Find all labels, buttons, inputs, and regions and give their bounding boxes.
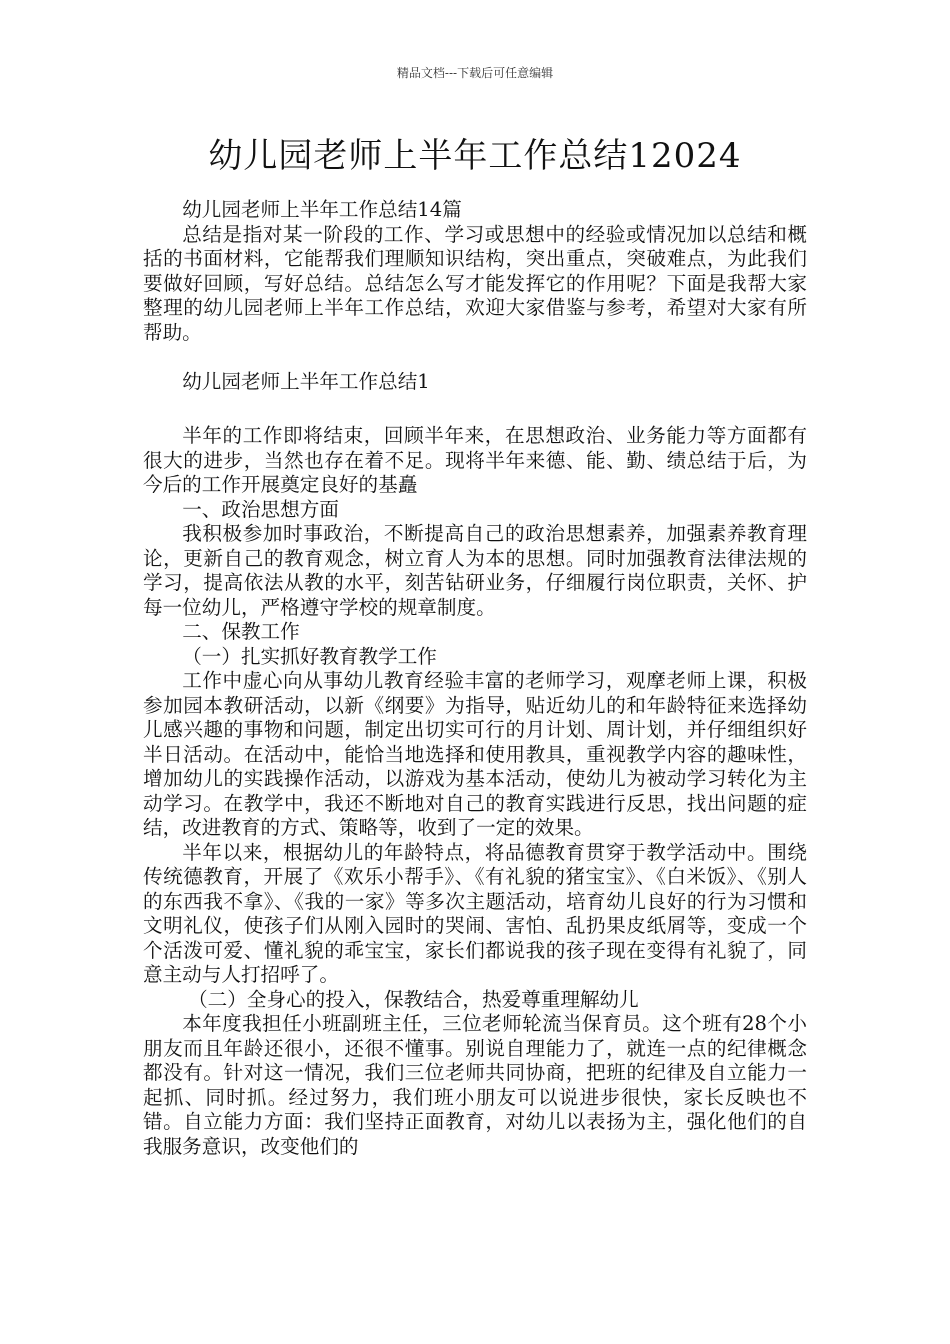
- document-body: [143, 198, 807, 1159]
- devotion-paragraph: 本年度我担任小班副班主任，三位老师轮流当保育员。这个班有28个小朋友而且年龄还很小，还很不懂事。别说自理能力了，就连一点的纪律概念都没有。针对这一情况，我们三位老师共同协商，把班的纪律及自立能力一起抓、同时抓。经过努力，我们班小朋友可以说进步很快，家长反映也不错。自立能力方面：我们坚持正面教育，对幼儿以表扬为主，强化他们的自我服务意识，改变他们的: [143, 1012, 807, 1158]
- opening-paragraph: 半年的工作即将结束，回顾半年来，在思想政治、业务能力等方面都有很大的进步，当然也存在着不足。现将半年来德、能、勤、绩总结于后，为今后的工作开展奠定良好的基矗: [143, 424, 807, 496]
- document-subtitle: 幼儿园老师上半年工作总结14篇: [182, 198, 462, 221]
- header-note: 精品文档---下载后可任意编辑: [396, 66, 554, 80]
- teaching-paragraph-1: 工作中虚心向从事幼儿教育经验丰富的老师学习，观摩老师上课，积极参加园本教研活动，以新《纲要》为指导，贴近幼儿的和年龄特征来选择幼儿感兴趣的事物和问题，制定出切实可行的月计划、周计划，并仔细组织好半日活动。在活动中，能恰当地选择和使用教具，重视教学内容的趣味性，增加幼儿的实践操作活动，以游戏为基本活动，使幼儿为被动学习转化为主动学习。在教学中，我还不断地对自己的教育实践进行反思，找出问题的症结，改进教育的方式、策略等，收到了一定的效果。: [143, 669, 807, 839]
- devotion-heading: （二）全身心的投入，保教结合，热爱尊重理解幼儿: [188, 987, 639, 1011]
- politics-paragraph: 我积极参加时事政治，不断提高自己的政治思想素养，加强素养教育理论，更新自己的教育观念，树立育人为本的思想。同时加强教育法律法规的学习，提高依法从教的水平，刻苦钻研业务，仔细履行岗位职责，关怀、护每一位幼儿，严格遵守学校的规章制度。: [143, 522, 807, 619]
- teaching-heading: （一）扎实抓好教育教学工作: [182, 644, 437, 668]
- section-heading: 幼儿园老师上半年工作总结1: [182, 369, 430, 393]
- care-heading: 二、保教工作: [182, 620, 300, 643]
- teaching-paragraph-2: 半年以来，根据幼儿的年龄特点，将品德教育贯穿于教学活动中。围绕传统德教育，开展了《欢乐小帮手》、《有礼貌的猪宝宝》、《白米饭》、《别人的东西我不拿》、《我的一家》等多次主题活动，培育幼儿良好的行为习惯和文明礼仪，使孩子们从刚入园时的哭闹、害怕、乱扔果皮纸屑等，变成一个个活泼可爱、懂礼貌的乖宝宝，家长们都说我的孩子现在变得有礼貌了，同意主动与人打招呼了。: [143, 840, 807, 986]
- document-title: 幼儿园老师上半年工作总结12024: [208, 136, 742, 176]
- intro-paragraph: 总结是指对某一阶段的工作、学习或思想中的经验或情况加以总结和概括的书面材料，它能帮我们理顺知识结构，突出重点，突破难点，为此我们要做好回顾，写好总结。总结怎么写才能发挥它的作用呢？下面是我帮大家整理的幼儿园老师上半年工作总结，欢迎大家借鉴与参考，希望对大家有所帮助。: [143, 222, 807, 344]
- politics-heading: 一、政治思想方面: [182, 497, 339, 521]
